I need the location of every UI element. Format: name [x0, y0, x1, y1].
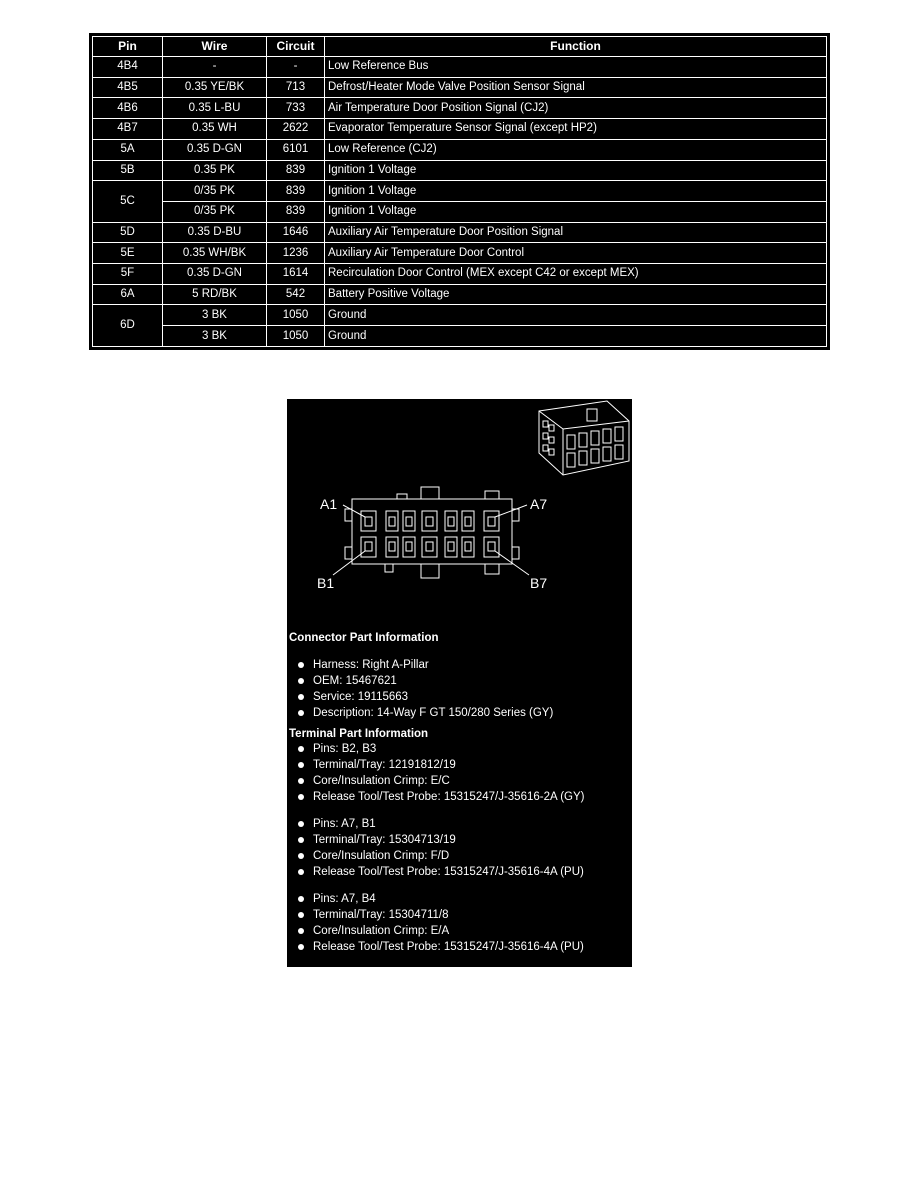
- bullet-icon: [298, 896, 304, 902]
- terminal-group: [289, 816, 629, 880]
- cell-circuit: 542: [267, 284, 325, 305]
- cell-circuit: 1614: [267, 264, 325, 285]
- cell-function: Ignition 1 Voltage: [325, 201, 827, 222]
- table-row: [93, 284, 827, 305]
- cell-pin: 4B5: [93, 77, 163, 98]
- cell-circuit: 839: [267, 181, 325, 202]
- list-item: Release Tool/Test Probe: 15315247/J-35616-2A (GY): [289, 789, 629, 805]
- cell-wire: 0/35 PK: [163, 181, 267, 202]
- cell-pin: 4B7: [93, 119, 163, 140]
- bullet-icon: [298, 944, 304, 950]
- list-item: Terminal/Tray: 15304713/19: [289, 832, 629, 848]
- connector-diagram: [287, 399, 632, 629]
- cell-pin: 5D: [93, 222, 163, 243]
- list-item: Core/Insulation Crimp: E/A: [289, 923, 629, 939]
- list-item: OEM: 15467621: [289, 673, 629, 689]
- terminal-group: [289, 891, 629, 955]
- cell-function: Defrost/Heater Mode Valve Position Sensor Signal: [325, 77, 827, 98]
- bullet-icon: [298, 710, 304, 716]
- cell-function: Low Reference (CJ2): [325, 139, 827, 160]
- cell-wire: 3 BK: [163, 305, 267, 326]
- cell-pin: 5F: [93, 264, 163, 285]
- cell-function: Ground: [325, 305, 827, 326]
- cell-wire: 0.35 D-GN: [163, 264, 267, 285]
- bullet-icon: [298, 678, 304, 684]
- connector-panel: [287, 399, 632, 967]
- terminal-group: [289, 741, 629, 805]
- pin-label-a7: A7: [530, 496, 548, 512]
- cell-wire: 0/35 PK: [163, 201, 267, 222]
- bullet-icon: [298, 912, 304, 918]
- cell-function: Ground: [325, 326, 827, 347]
- table-row: [93, 222, 827, 243]
- cell-wire: 0.35 D-BU: [163, 222, 267, 243]
- list-item: Pins: A7, B1: [289, 816, 629, 832]
- list-item: Service: 19115663: [289, 689, 629, 705]
- terminal-info-title: Terminal Part Information: [289, 728, 429, 740]
- header-pin: Pin: [93, 37, 163, 57]
- table-header-row: [93, 37, 827, 57]
- cell-function: Battery Positive Voltage: [325, 284, 827, 305]
- part-information: [289, 631, 629, 955]
- pinout-table: [89, 33, 830, 350]
- cell-circuit: 733: [267, 98, 325, 119]
- pinout-table-grid: [92, 36, 827, 347]
- cell-circuit: 839: [267, 160, 325, 181]
- cell-pin: 4B4: [93, 57, 163, 78]
- cell-pin: 5B: [93, 160, 163, 181]
- list-item: Terminal/Tray: 12191812/19: [289, 757, 629, 773]
- pin-label-a1: A1: [320, 496, 338, 512]
- connector-info-title: Connector Part Information: [289, 632, 439, 644]
- cell-wire: 0.35 L-BU: [163, 98, 267, 119]
- cell-function: Auxiliary Air Temperature Door Position Signal: [325, 222, 827, 243]
- connector-isometric-view: [539, 401, 629, 475]
- cell-circuit: 839: [267, 201, 325, 222]
- cell-wire: 5 RD/BK: [163, 284, 267, 305]
- table-row: [93, 57, 827, 78]
- list-item: Release Tool/Test Probe: 15315247/J-35616-4A (PU): [289, 939, 629, 955]
- bullet-icon: [298, 837, 304, 843]
- list-item: Core/Insulation Crimp: F/D: [289, 848, 629, 864]
- cell-wire: 0.35 PK: [163, 160, 267, 181]
- bullet-icon: [298, 869, 304, 875]
- bullet-icon: [298, 794, 304, 800]
- table-row: [93, 160, 827, 181]
- table-row: [93, 77, 827, 98]
- cell-wire: 0.35 YE/BK: [163, 77, 267, 98]
- bullet-icon: [298, 746, 304, 752]
- table-row: [93, 201, 827, 222]
- table-row: [93, 181, 827, 202]
- bullet-icon: [298, 778, 304, 784]
- cell-function: Ignition 1 Voltage: [325, 160, 827, 181]
- list-item: Pins: A7, B4: [289, 891, 629, 907]
- bullet-icon: [298, 853, 304, 859]
- connector-part-info: [289, 631, 629, 721]
- cell-function: Ignition 1 Voltage: [325, 181, 827, 202]
- cell-circuit: 1236: [267, 243, 325, 264]
- terminal-part-info: [289, 727, 629, 955]
- cell-wire: 0.35 WH: [163, 119, 267, 140]
- bullet-icon: [298, 694, 304, 700]
- cell-circuit: 1646: [267, 222, 325, 243]
- cell-pin: 5A: [93, 139, 163, 160]
- cell-circuit: 2622: [267, 119, 325, 140]
- cell-circuit: -: [267, 57, 325, 78]
- cell-circuit: 6101: [267, 139, 325, 160]
- table-row: [93, 98, 827, 119]
- cell-pin: 6D: [93, 305, 163, 347]
- bullet-icon: [298, 821, 304, 827]
- cell-wire: 0.35 WH/BK: [163, 243, 267, 264]
- list-item: Harness: Right A-Pillar: [289, 657, 629, 673]
- list-item: Core/Insulation Crimp: E/C: [289, 773, 629, 789]
- cell-circuit: 1050: [267, 305, 325, 326]
- cell-function: Low Reference Bus: [325, 57, 827, 78]
- table-row: [93, 139, 827, 160]
- bullet-icon: [298, 662, 304, 668]
- bullet-icon: [298, 928, 304, 934]
- cell-wire: -: [163, 57, 267, 78]
- cell-wire: 0.35 D-GN: [163, 139, 267, 160]
- cell-function: Air Temperature Door Position Signal (CJ2): [325, 98, 827, 119]
- cell-function: Recirculation Door Control (MEX except C42 or except MEX): [325, 264, 827, 285]
- cell-circuit: 713: [267, 77, 325, 98]
- pin-label-b7: B7: [530, 575, 548, 591]
- cell-function: Evaporator Temperature Sensor Signal (except HP2): [325, 119, 827, 140]
- table-row: [93, 326, 827, 347]
- list-item: Description: 14-Way F GT 150/280 Series (GY): [289, 705, 629, 721]
- pin-label-b1: B1: [317, 575, 335, 591]
- list-item: Pins: B2, B3: [289, 741, 629, 757]
- header-function: Function: [325, 37, 827, 57]
- list-item: Release Tool/Test Probe: 15315247/J-35616-4A (PU): [289, 864, 629, 880]
- cell-wire: 3 BK: [163, 326, 267, 347]
- bullet-icon: [298, 762, 304, 768]
- cell-pin: 6A: [93, 284, 163, 305]
- list-item: Terminal/Tray: 15304711/8: [289, 907, 629, 923]
- cell-pin: 4B6: [93, 98, 163, 119]
- cell-pin: 5E: [93, 243, 163, 264]
- table-row: [93, 305, 827, 326]
- cell-function: Auxiliary Air Temperature Door Control: [325, 243, 827, 264]
- connector-face: [333, 487, 529, 578]
- header-wire: Wire: [163, 37, 267, 57]
- cell-circuit: 1050: [267, 326, 325, 347]
- table-row: [93, 243, 827, 264]
- table-row: [93, 119, 827, 140]
- header-circuit: Circuit: [267, 37, 325, 57]
- cell-pin: 5C: [93, 181, 163, 222]
- table-row: [93, 264, 827, 285]
